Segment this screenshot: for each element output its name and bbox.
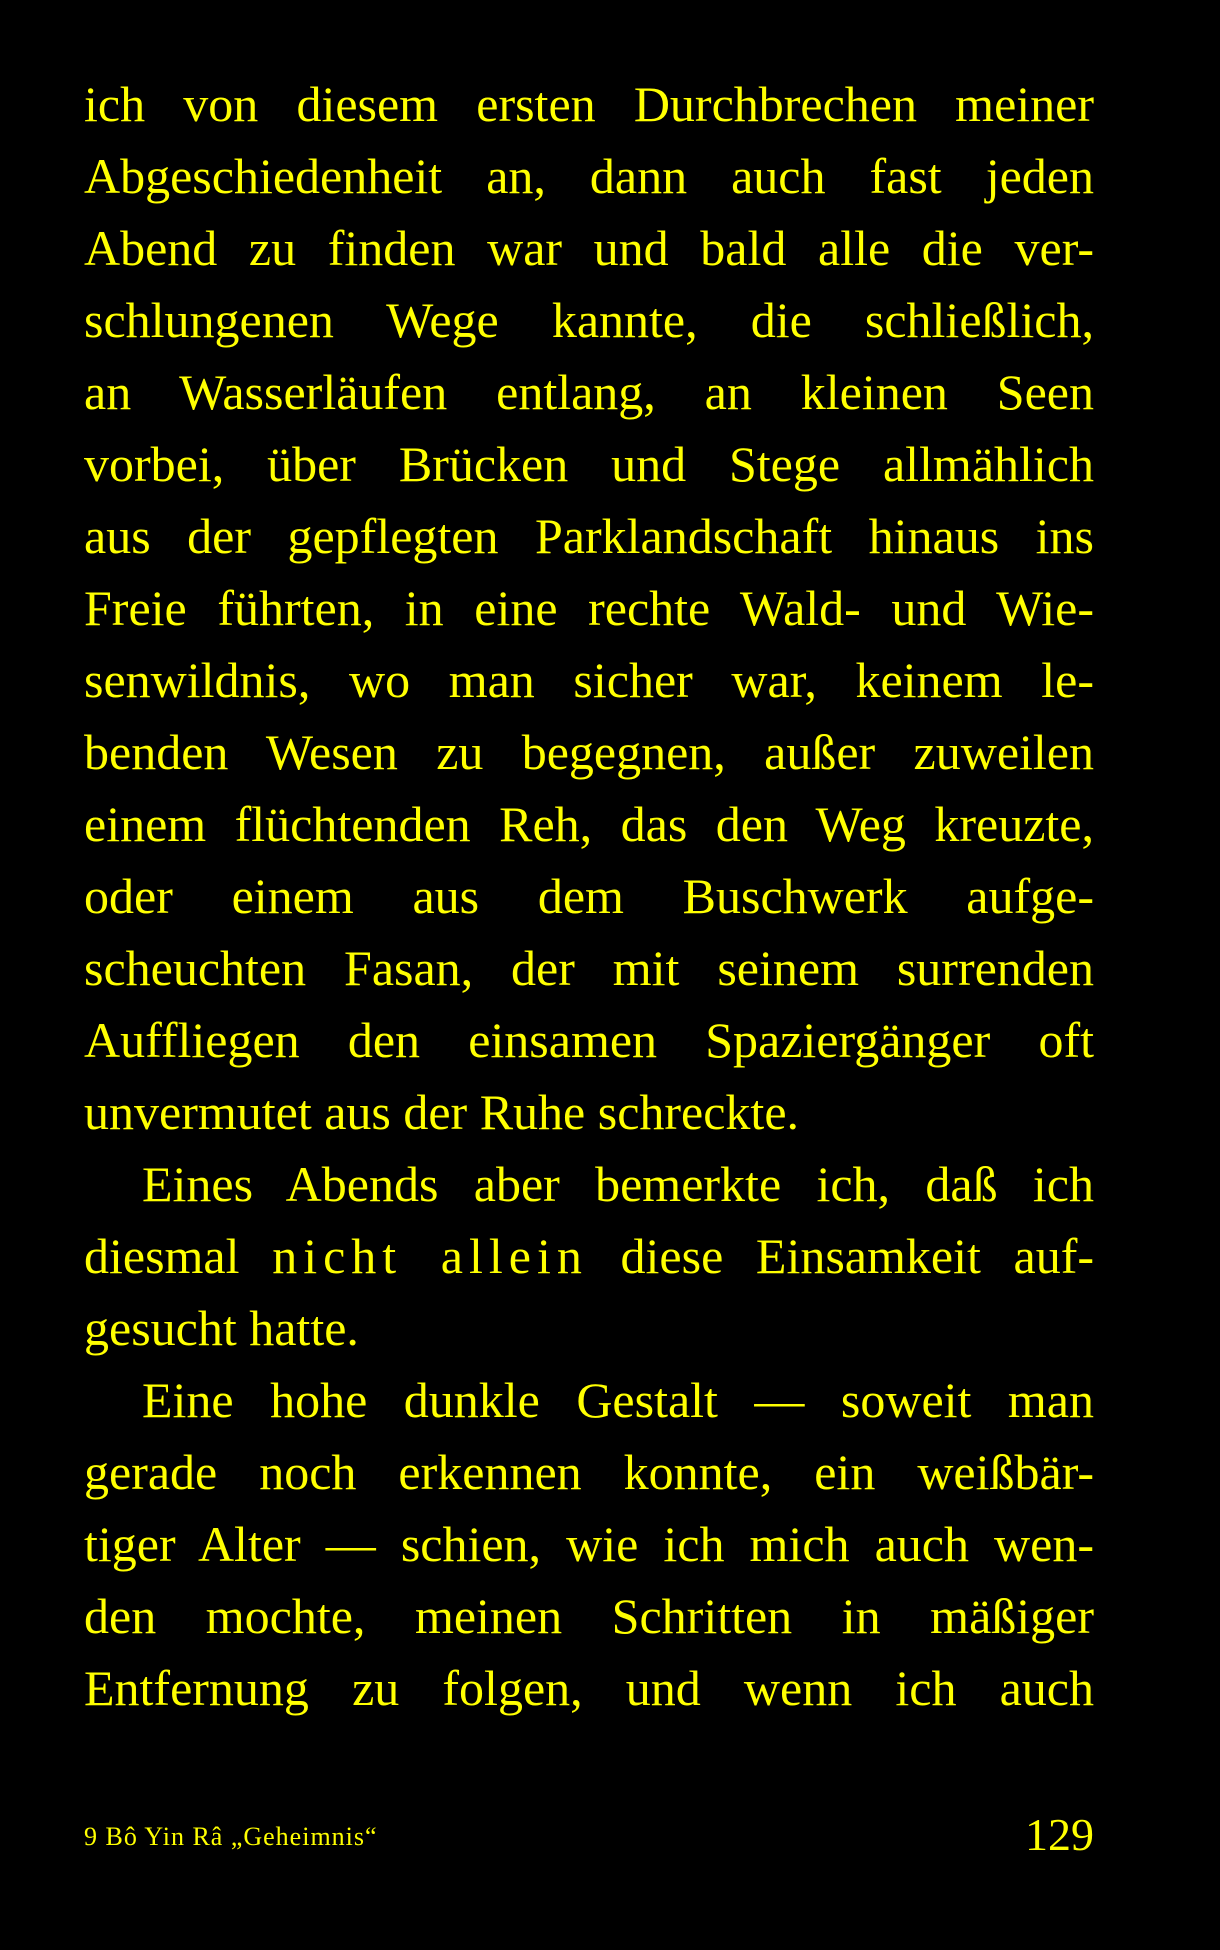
- text-line: einem flüchtenden Reh, das den Weg kreuzte,: [84, 796, 1094, 852]
- text-line: ich von diesem ersten Durchbrechen meiner: [84, 76, 1094, 132]
- text-line: an Wasserläufen entlang, an kleinen Seen: [84, 364, 1094, 420]
- text-line: Abgeschiedenheit an, dann auch fast jeden: [84, 148, 1094, 204]
- text-line: gesucht hatte.: [84, 1300, 359, 1356]
- text-line: Auffliegen den einsamen Spaziergänger oft: [84, 1012, 1094, 1068]
- page-number: 129: [1025, 1809, 1094, 1860]
- text-line-emphasis: [84, 1220, 1094, 1292]
- text-line: Freie führten, in eine rechte Wald- und Wie-: [84, 580, 1094, 636]
- text-line: benden Wesen zu begegnen, außer zuweilen: [84, 724, 1094, 780]
- text-line: Eines Abends aber bemerkte ich, daß ich: [142, 1156, 1094, 1212]
- text-line: tiger Alter — schien, wie ich mich auch wen-: [84, 1516, 1094, 1572]
- text-line: Abend zu finden war und bald alle die ver-: [84, 220, 1094, 276]
- text-line: gerade noch erkennen konnte, ein weißbär-: [84, 1444, 1094, 1500]
- text-line: unvermutet aus der Ruhe schreckte.: [84, 1084, 800, 1140]
- text-line: senwildnis, wo man sicher war, keinem le-: [84, 652, 1094, 708]
- text-line: Eine hohe dunkle Gestalt — soweit man: [142, 1372, 1094, 1428]
- text-line: Entfernung zu folgen, und wenn ich auch: [84, 1660, 1094, 1716]
- text-line: schlungenen Wege kannte, die schließlich,: [84, 292, 1094, 348]
- text-fragment: diese Einsamkeit auf-: [620, 1228, 1095, 1284]
- body-text: [84, 68, 1094, 1724]
- text-line: vorbei, über Brücken und Stege allmählich: [84, 436, 1094, 492]
- emphasized-text: nicht allein: [272, 1228, 588, 1284]
- page-footer: [84, 1808, 1094, 1868]
- text-line: oder einem aus dem Buschwerk aufge-: [84, 868, 1094, 924]
- text-fragment: diesmal: [84, 1228, 240, 1284]
- text-line: aus der gepflegten Parklandschaft hinaus ins: [84, 508, 1094, 564]
- text-line: scheuchten Fasan, der mit seinem surrenden: [84, 940, 1094, 996]
- text-line: den mochte, meinen Schritten in mäßiger: [84, 1588, 1094, 1644]
- sheet-signature: 9 Bô Yin Râ „Geheimnis“: [84, 1822, 378, 1851]
